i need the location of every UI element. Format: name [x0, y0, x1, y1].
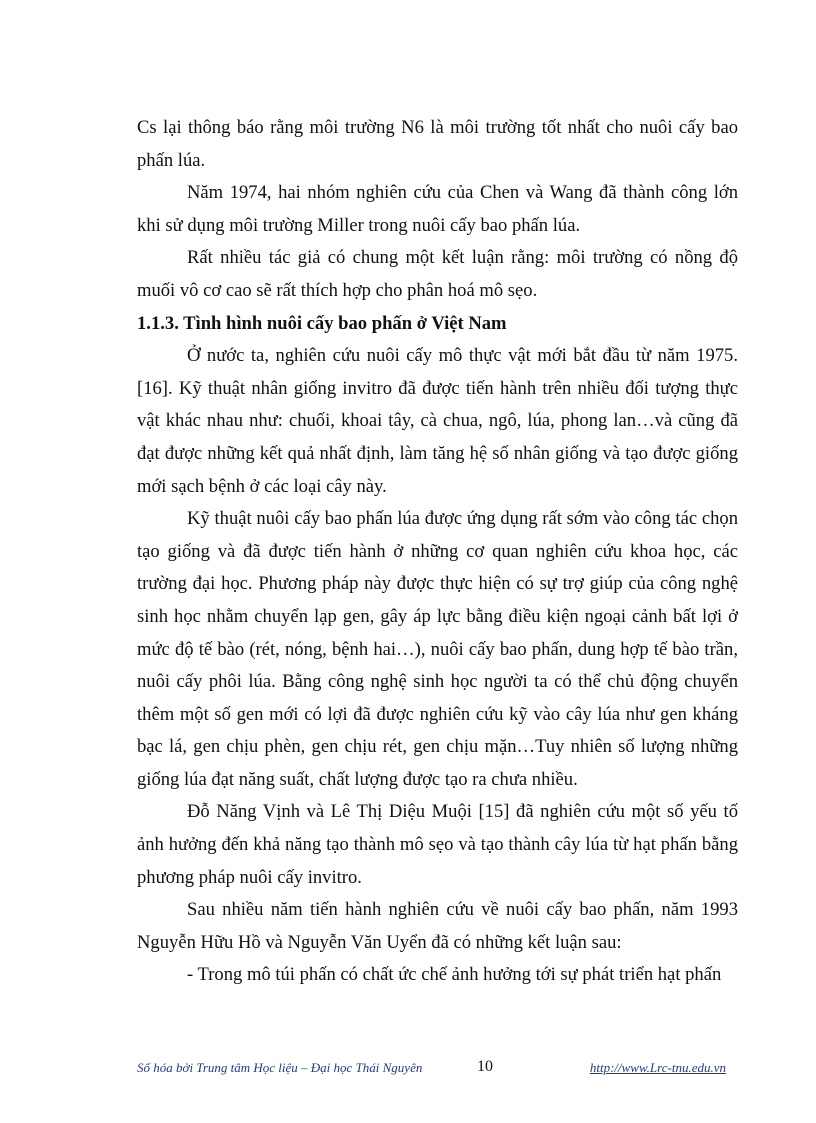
footer-source: Số hóa bởi Trung tâm Học liệu – Đại học Thái Nguyên [137, 1060, 423, 1075]
page-number: 10 [477, 1058, 493, 1075]
section-heading: 1.1.3. Tình hình nuôi cấy bao phấn ở Việt Nam [137, 312, 507, 334]
body-text [137, 112, 738, 992]
page-footer [137, 1060, 738, 1080]
paragraph-conclusion: Rất nhiều tác giả có chung một kết luận rằng: môi trường có nồng độ muối vô cơ cao sẽ rất thích hợp cho phân hoá mô sẹo. [137, 247, 738, 301]
paragraph-nguyen-huu-ho: Sau nhiều năm tiến hành nghiên cứu về nuôi cấy bao phấn, năm 1993 Nguyễn Hữu Hồ và Nguyễn Văn Uyển đã có những kết luận sau: [137, 899, 738, 953]
paragraph-list-item: - Trong mô túi phấn có chất ức chế ảnh hưởng tới sự phát triển hạt phấn [187, 964, 722, 986]
paragraph-do-nang-vinh: Đỗ Năng Vịnh và Lê Thị Diệu Muội [15] đã nghiên cứu một số yếu tố ảnh hưởng đến khả năng tạo thành mô sẹo và tạo thành cây lúa từ hạt phấn bằng phương pháp nuôi cấy invitro. [137, 801, 738, 888]
paragraph-continuation: Cs lại thông báo rằng môi trường N6 là môi trường tốt nhất cho nuôi cấy bao phấn lúa. [137, 117, 738, 171]
paragraph-chen-wang: Năm 1974, hai nhóm nghiên cứu của Chen và Wang đã thành công lớn khi sử dụng môi trường Miller trong nuôi cấy bao phấn lúa. [137, 182, 738, 236]
footer-link[interactable]: http://www.Lrc-tnu.edu.vn [589, 1060, 726, 1075]
paragraph-anther-culture-technique: Kỹ thuật nuôi cấy bao phấn lúa được ứng dụng rất sớm vào công tác chọn tạo giống và đã được tiến hành ở những cơ quan nghiên cứu khoa học, các trường đại học. Phương pháp này được thực hiện có sự trợ giúp của công nghệ sinh học nhằm chuyển lạp gen, gây áp lực bằng điều kiện ngoại cảnh bất lợi ở mức độ tế bào (rét, nóng, bệnh hai…), nuôi cấy bao phấn, dung hợp tế bào trần, nuôi cấy phôi lúa. Bằng công nghệ sinh học người ta có thể chủ động chuyển thêm một số gen mới có lợi đã được nghiên cứu kỹ vào cây lúa như gen kháng bạc lá, gen chịu phèn, gen chịu rét, gen chịu mặn…Tuy nhiên số lượng những giống lúa đạt năng suất, chất lượng được tạo ra chưa nhiều. [137, 508, 738, 790]
paragraph-vietnam-research: Ở nước ta, nghiên cứu nuôi cấy mô thực vật mới bắt đầu từ năm 1975. [16]. Kỹ thuật nhân giống invitro đã được tiến hành trên nhiều đối tượng thực vật khác nhau như: chuối, khoai tây, cà chua, ngô, lúa, phong lan…và cũng đã đạt được những kết quả nhất định, làm tăng hệ số nhân giống và tạo được giống mới sạch bệnh ở các loại cây này. [137, 345, 738, 497]
